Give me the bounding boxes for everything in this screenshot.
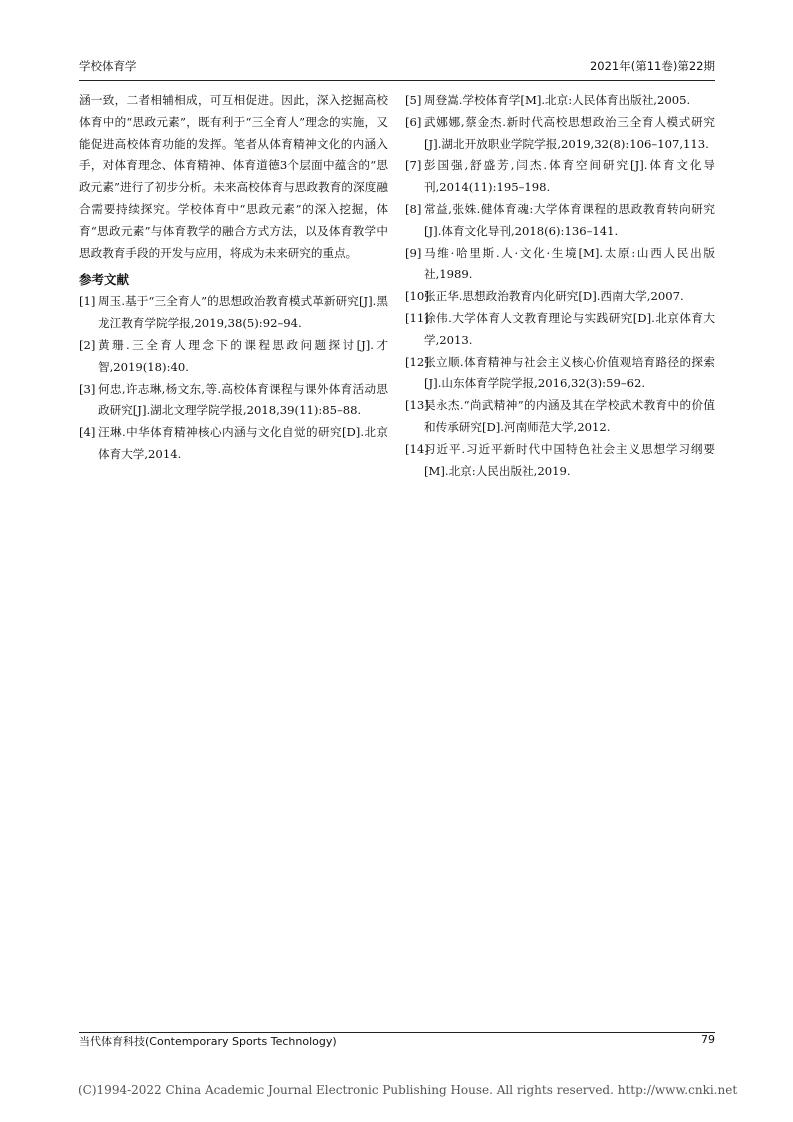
reference-text: 张正华.思想政治教育内化研究[D].西南大学,2007. bbox=[424, 289, 684, 304]
footer-journal-name: 当代体育科技(Contemporary Sports Technology) bbox=[79, 1035, 337, 1048]
reference-item bbox=[405, 243, 715, 287]
reference-number: [13] bbox=[405, 398, 429, 413]
copyright-notice: (C)1994-2022 China Academic Journal Electronic Publishing House. All rights reserved. http://www.cnki.net bbox=[78, 1083, 738, 1097]
right-column bbox=[405, 90, 715, 482]
reference-item bbox=[79, 422, 388, 466]
references-title: 参考文献 bbox=[79, 272, 130, 288]
header-issue: 2021年(第11卷)第22期 bbox=[589, 59, 715, 73]
reference-number: [2] bbox=[79, 337, 96, 352]
reference-number: [12] bbox=[405, 354, 429, 369]
reference-item bbox=[405, 395, 715, 439]
reference-text: 马维·哈里斯.人·文化·生境[M].太原:山西人民出版社,1989. bbox=[424, 245, 715, 282]
reference-item bbox=[405, 286, 715, 308]
reference-number: [7] bbox=[405, 158, 422, 173]
reference-number: [6] bbox=[405, 114, 422, 129]
reference-text: 黄珊.三全育人理念下的课程思政问题探讨[J].才智,2019(18):40. bbox=[98, 337, 388, 374]
reference-item bbox=[405, 112, 715, 156]
page-number: 79 bbox=[701, 1033, 715, 1046]
reference-text: 习近平.习近平新时代中国特色社会主义思想学习纲要[M].北京:人民出版社,2019. bbox=[424, 441, 715, 478]
body-paragraph: 涵一致，二者相辅相成，可互相促进。因此，深入挖掘高校体育中的“思政元素”，既有利于“三全育人”理念的实施，又能促进高校体育功能的发挥。笔者从体育精神文化的内涵入手，对体育理念、体育精神、体育道德3个层面中蕴含的“思政元素”进行了初步分析。未来高校体育与思政教育的深度融合需要持续探究。学校体育中“思政元素”的深入挖掘，体育“思政元素”与体育教学的融合方式方法，以及体育教学中思政教育手段的开发与应用，将成为未来研究的重点。 bbox=[79, 93, 388, 260]
reference-item bbox=[79, 291, 388, 335]
left-column bbox=[79, 90, 388, 466]
running-footer bbox=[79, 1033, 715, 1053]
reference-number: [9] bbox=[405, 245, 422, 260]
reference-text: 周登嵩.学校体育学[M].北京:人民体育出版社,2005. bbox=[424, 93, 691, 107]
reference-item bbox=[405, 199, 715, 243]
reference-number: [3] bbox=[79, 381, 96, 396]
reference-number: [14] bbox=[405, 441, 429, 456]
reference-number: [4] bbox=[79, 425, 96, 440]
reference-text: 吴永杰.“尚武精神”的内涵及其在学校武术教育中的价值和传承研究[D].河南师范大学,2012. bbox=[424, 398, 715, 434]
reference-number: [10] bbox=[405, 289, 429, 304]
reference-number: [11] bbox=[405, 310, 429, 325]
header-rule bbox=[79, 80, 715, 81]
reference-item bbox=[405, 308, 715, 352]
reference-text: 张立顺.体育精神与社会主义核心价值观培育路径的探索[J].山东体育学院学报,2016,32(3):59–62. bbox=[424, 354, 715, 391]
reference-number: [8] bbox=[405, 201, 422, 216]
reference-text: 常益,张姝.健体育魂:大学体育课程的思政教育转向研究[J].体育文化导刊,2018(6):136–141. bbox=[424, 201, 715, 238]
reference-text: 徐伟.大学体育人文教育理论与实践研究[D].北京体育大学,2013. bbox=[424, 310, 715, 347]
reference-text: 何忠,许志琳,杨文东,等.高校体育课程与课外体育活动思政研究[J].湖北文理学院学报,2018,39(11):85–88. bbox=[98, 381, 388, 418]
reference-number: [5] bbox=[405, 93, 422, 107]
reference-number: [1] bbox=[79, 294, 96, 309]
reference-item bbox=[79, 335, 388, 379]
header-section: 学校体育学 bbox=[79, 59, 137, 73]
reference-item bbox=[405, 439, 715, 483]
reference-item bbox=[405, 352, 715, 396]
reference-item bbox=[405, 155, 715, 199]
reference-text: 汪琳.中华体育精神核心内涵与文化自觉的研究[D].北京体育大学,2014. bbox=[98, 425, 388, 461]
reference-item bbox=[79, 379, 388, 423]
reference-text: 周玉.基于“三全育人”的思想政治教育模式革新研究[J].黑龙江教育学院学报,2019,38(5):92–94. bbox=[98, 294, 388, 331]
running-header bbox=[79, 58, 715, 78]
reference-text: 彭国强,舒盛芳,闫杰.体育空间研究[J].体育文化导刊,2014(11):195–198. bbox=[424, 158, 715, 195]
reference-item bbox=[405, 90, 715, 112]
reference-text: 武娜娜,蔡金杰.新时代高校思想政治三全育人模式研究[J].湖北开放职业学院学报,2019,32(8):106–107,113. bbox=[424, 114, 715, 151]
